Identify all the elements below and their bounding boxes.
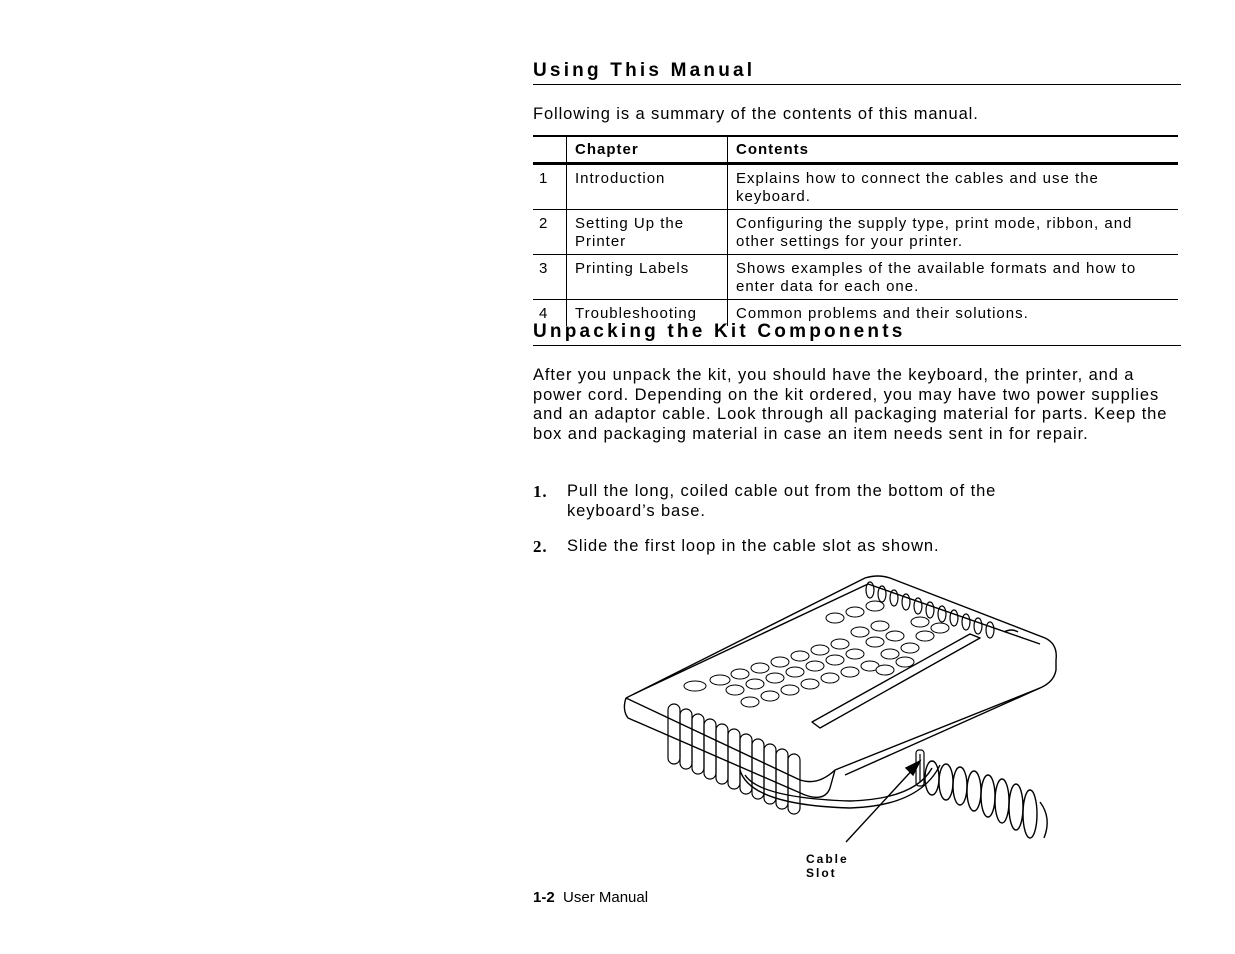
list-item (533, 482, 1173, 522)
keyboard-cable-slot-illustration (620, 570, 1060, 845)
table-header-number (533, 136, 567, 164)
row-contents: Shows examples of the available formats and how to enter data for each one. (728, 255, 1179, 300)
page-footer (533, 889, 648, 906)
section-title-unpacking: Unpacking the Kit Components (533, 321, 1181, 346)
row-number: 1 (539, 170, 549, 187)
table-header-contents: Contents (728, 136, 1179, 164)
table-header-chapter: Chapter (567, 136, 728, 164)
row-number: 2 (539, 215, 549, 232)
section-title-using-this-manual: Using This Manual (533, 60, 1181, 85)
row-chapter: Printing Labels (567, 255, 728, 300)
row-chapter: Introduction (567, 164, 728, 210)
row-contents: Common problems and their solutions. (728, 300, 1179, 327)
step-text: Pull the long, coiled cable out from the bottom of the keyboard’s base. (567, 482, 997, 520)
page-number: 1-2 (533, 889, 555, 906)
list-item (533, 537, 1173, 557)
table-row (533, 255, 1178, 300)
using-intro-text: Following is a summary of the contents of this manual. (533, 105, 979, 123)
row-chapter: Troubleshooting (567, 300, 728, 327)
step-number: 1. (533, 482, 548, 501)
chapter-summary-table (533, 135, 1178, 326)
table-header-row (533, 136, 1178, 164)
row-contents: Explains how to connect the cables and use the keyboard. (728, 164, 1179, 210)
table-row (533, 210, 1178, 255)
row-chapter: Setting Up the Printer (567, 210, 728, 255)
row-number: 3 (539, 260, 549, 277)
step-text: Slide the first loop in the cable slot as shown. (567, 537, 940, 555)
row-contents: Configuring the supply type, print mode, ribbon, and other settings for your printer. (728, 210, 1179, 255)
callout-line-1: Cable (806, 852, 849, 866)
callout-line-2: Slot (806, 866, 837, 880)
table-row (533, 164, 1178, 210)
footer-title: User Manual (563, 889, 649, 906)
cable-slot-callout (806, 852, 849, 880)
step-number: 2. (533, 537, 548, 556)
row-number: 4 (539, 305, 549, 322)
unpacking-body-text: After you unpack the kit, you should have the keyboard, the printer, and a power cord. Depending on the kit ordered, you may have two power supplies and an adaptor cable. Look through all packaging material for parts. Keep the box and packaging material in case an item needs sent in for repair. (533, 366, 1168, 443)
